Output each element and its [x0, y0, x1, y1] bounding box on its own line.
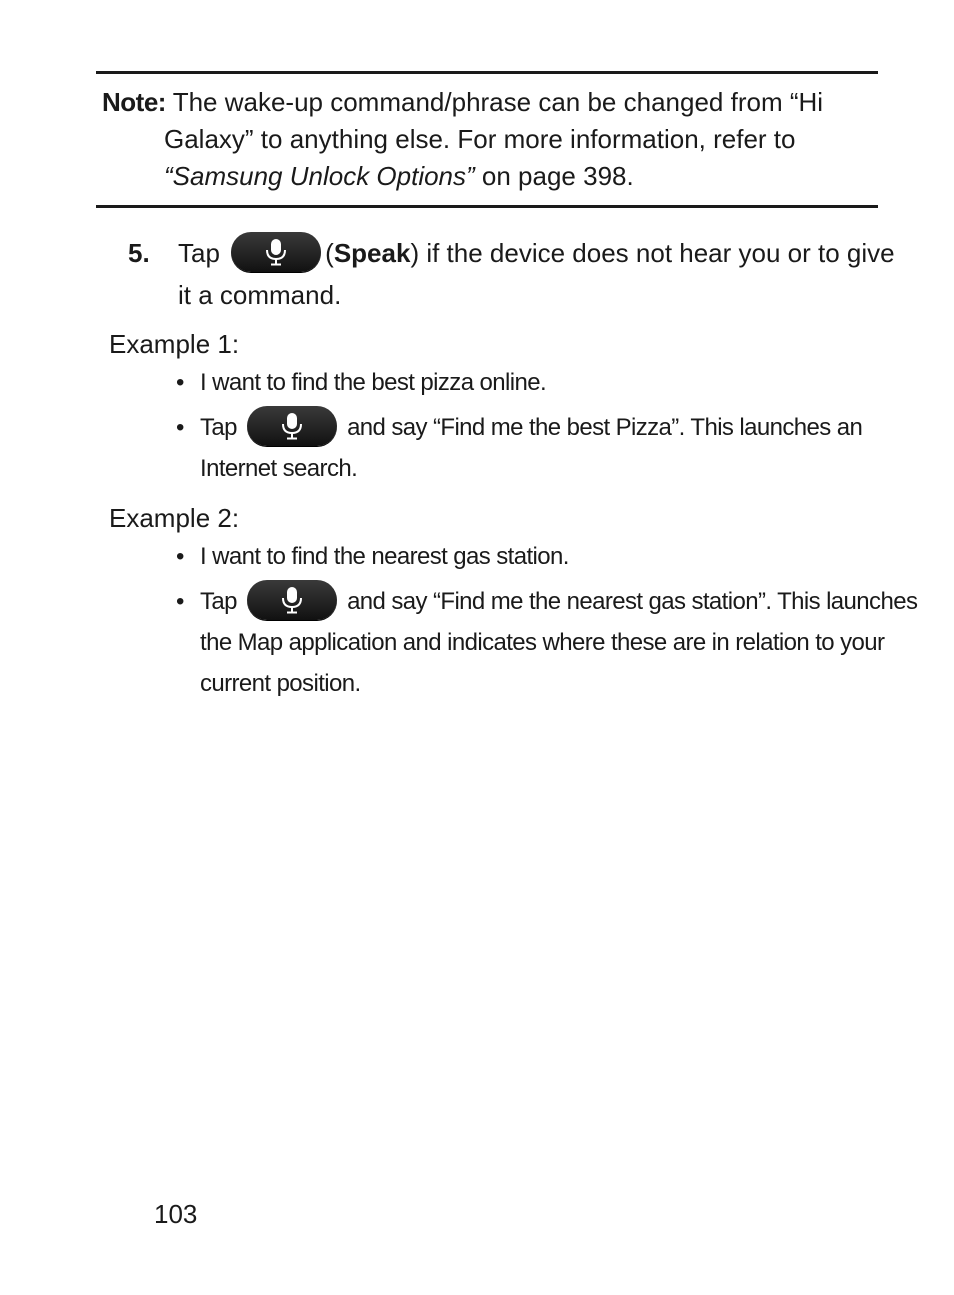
note-label: Note: — [102, 87, 166, 117]
step-5 — [128, 232, 895, 316]
example-2-bullet-2-line-2: the Map application and indicates where these are in relation to your — [200, 629, 885, 656]
example-1-bullet-1-text: I want to find the best pizza online. — [200, 369, 547, 396]
example-1-bullets — [176, 362, 886, 493]
step-number: 5. — [128, 238, 150, 268]
speak-button[interactable] — [231, 232, 321, 272]
speak-button[interactable] — [247, 580, 337, 620]
bullet-icon: • — [176, 588, 184, 615]
note-top-rule — [96, 71, 878, 74]
example-1-bullet-2-text: and say “Find me the best Pizza”. This launches an — [347, 414, 863, 441]
page-number: 103 — [154, 1199, 198, 1229]
example-1-bullet-2-line-2: Internet search. — [200, 455, 358, 482]
note-line-2: Galaxy” to anything else. For more information, refer to — [164, 124, 796, 154]
list-item — [176, 362, 886, 403]
step-tap-word: Tap — [178, 238, 220, 268]
microphone-icon — [280, 412, 304, 440]
note-bottom-rule — [96, 205, 878, 208]
example-1-bullet-2-line-1 — [200, 407, 886, 448]
example-2-bullets — [176, 536, 918, 708]
note-box — [102, 84, 872, 195]
tap-word: Tap — [200, 588, 237, 615]
samsung-unlock-options-link[interactable]: “Samsung Unlock Options” — [164, 161, 475, 191]
example-2-bullet-1-text: I want to find the nearest gas station. — [200, 543, 569, 570]
bullet-icon: • — [176, 414, 184, 441]
note-line-3 — [102, 158, 872, 195]
tap-word: Tap — [200, 414, 237, 441]
bullet-icon: • — [176, 543, 184, 570]
speak-button[interactable] — [247, 406, 337, 446]
speak-label: Speak — [333, 238, 411, 268]
example-2-bullet-2-line-3: current position. — [200, 670, 361, 697]
note-page-ref: on page 398. — [474, 161, 634, 191]
note-text-1: The wake-up command/phrase can be changed from “Hi — [172, 87, 824, 117]
note-line-1 — [102, 84, 872, 121]
step-body — [178, 232, 895, 316]
example-2-heading: Example 2: — [109, 503, 240, 533]
speak-paren-open: ( — [325, 238, 334, 268]
example-2-bullet-2-line-1 — [200, 581, 918, 622]
microphone-icon — [280, 586, 304, 614]
step-line-1 — [178, 232, 895, 274]
step-line-2: it a command. — [178, 280, 342, 310]
microphone-icon — [264, 238, 288, 266]
example-1-heading: Example 1: — [109, 329, 240, 359]
step-text-after-speak: ) if the device does not hear you or to give — [410, 238, 895, 268]
list-item — [176, 407, 886, 489]
bullet-icon: • — [176, 369, 184, 396]
list-item — [176, 581, 918, 704]
example-2-bullet-2-text: and say “Find me the nearest gas station”. This launches — [347, 588, 918, 615]
list-item — [176, 536, 886, 577]
